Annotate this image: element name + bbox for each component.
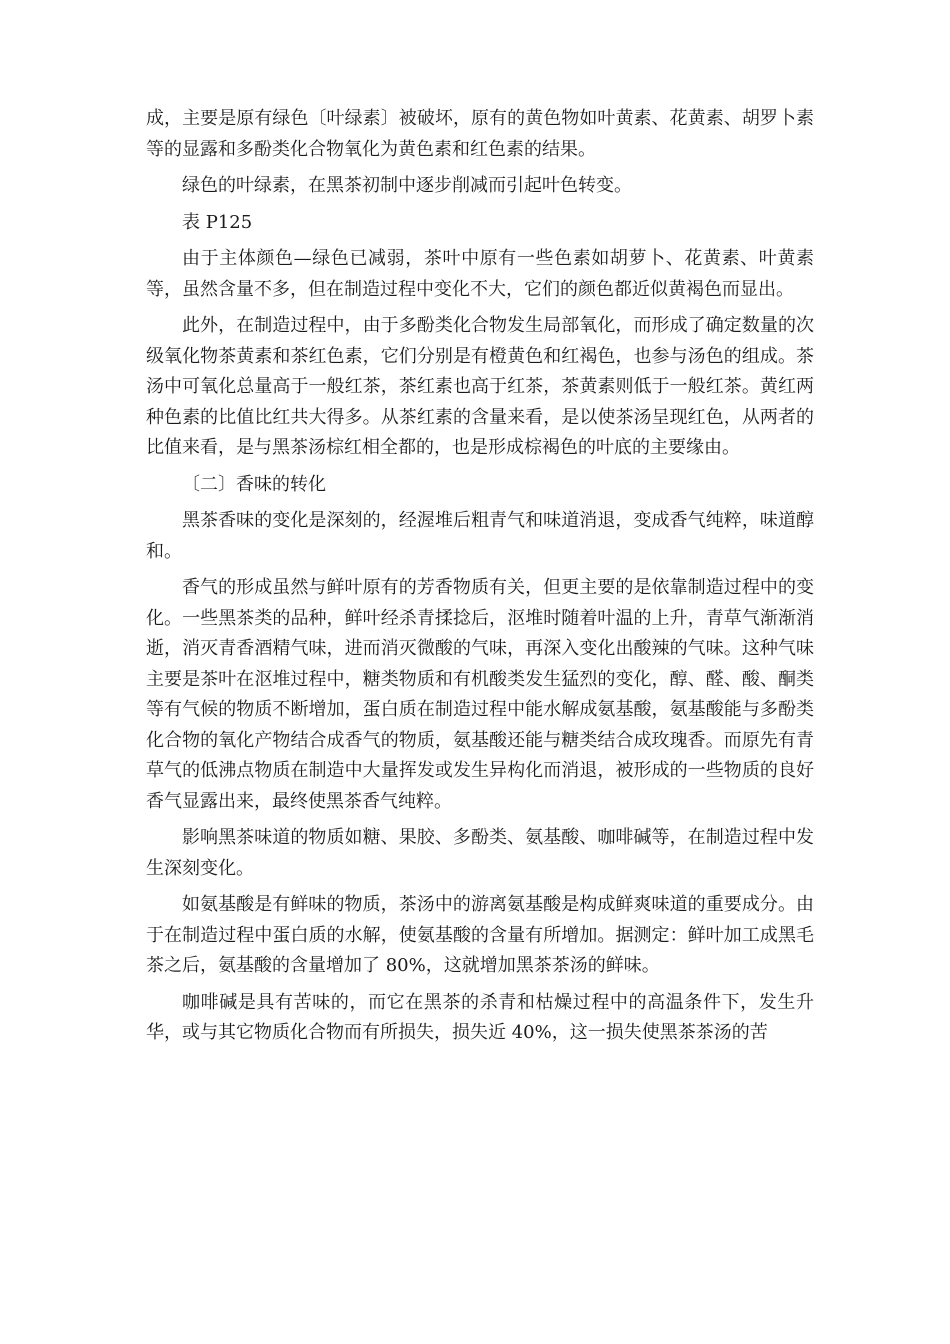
- table-reference: 表 P125: [182, 211, 253, 233]
- paragraph-7: 影响黑茶味道的物质如糖、果胶、多酚类、氨基酸、咖啡碱等，在制造过程中发生深刻变化。: [146, 827, 814, 879]
- paragraph-6: 香气的形成虽然与鲜叶原有的芳香物质有关，但更主要的是依靠制造过程中的变化。一些黑茶类的品种，鲜叶经杀青揉捻后，沤堆时随着叶温的上升，青草气渐渐消逝，消灭青香酒精气味，进而消灭微酸的气味，再深入变化出酸辣的气味。这种气味主要是茶叶在沤堆过程中，糖类物质和有机酸类发生猛烈的变化，醇、醛、酸、酮类等有气候的物质不断增加，蛋白质在制造过程中能水解成氨基酸，氨基酸能与多酚类化合物的氧化产物结合成香气的物质，氨基酸还能与糖类结合成玫瑰香。而原先有青草气的低沸点物质在制造中大量挥发或发生异构化而消退，被形成的一些物质的良好香气显露出来，最终使黑茶香气纯粹。: [146, 577, 814, 812]
- paragraph-9: 咖啡碱是具有苦味的，而它在黑茶的杀青和枯燥过程中的高温条件下，发生升华，或与其它物质化合物而有所损失，损失近 40%，这一损失使黑茶茶汤的苦: [146, 991, 814, 1043]
- paragraph-3: 由于主体颜色—绿色已减弱，茶叶中原有一些色素如胡萝卜、花黄素、叶黄素等，虽然含量不多，但在制造过程中变化不大，它们的颜色都近似黄褐色而显出。: [146, 248, 814, 300]
- paragraph-2: 绿色的叶绿素，在黑茶初制中逐步削减而引起叶色转变。: [182, 175, 632, 196]
- paragraph-8: 如氨基酸是有鲜味的物质，茶汤中的游离氨基酸是构成鲜爽味道的重要成分。由于在制造过程中蛋白质的水解，使氨基酸的含量有所增加。据测定：鲜叶加工成黑毛茶之后，氨基酸的含量增加了 80%，这就增加黑茶茶汤的鲜味。: [146, 894, 814, 976]
- document-page: [146, 104, 814, 1055]
- paragraph-4: 此外，在制造过程中，由于多酚类化合物发生局部氧化，而形成了确定数量的次级氧化物茶黄素和茶红色素，它们分别是有橙黄色和红褐色，也参与汤色的组成。茶汤中可氧化总量高于一般红茶，茶红素也高于红茶，茶黄素则低于一般红茶。黄红两种色素的比值比红共大得多。从茶红素的含量来看，是以使茶汤呈现红色，从两者的比值来看，是与黑茶汤棕红相全都的，也是形成棕褐色的叶底的主要缘由。: [146, 315, 814, 458]
- paragraph-1: 成，主要是原有绿色〔叶绿素〕被破坏，原有的黄色物如叶黄素、花黄素、胡罗卜素等的显露和多酚类化合物氧化为黄色素和红色素的结果。: [146, 108, 814, 160]
- paragraph-5: 黑茶香味的变化是深刻的，经渥堆后粗青气和味道消退，变成香气纯粹，味道醇和。: [146, 510, 814, 562]
- section-heading: 〔二〕香味的转化: [182, 473, 326, 495]
